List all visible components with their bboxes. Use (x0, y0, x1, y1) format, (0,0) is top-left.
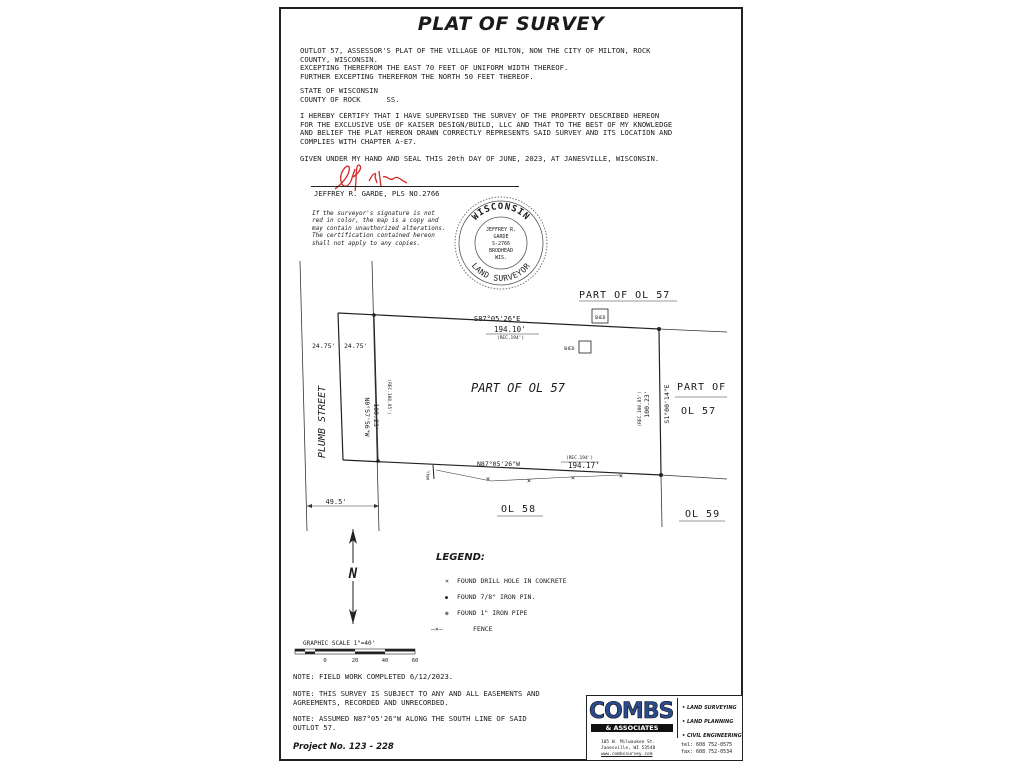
shed-label-1: SHED (594, 316, 606, 321)
company-logo-box (586, 695, 743, 761)
surveyor-name: JEFFREY R. GARDE, PLS NO.2766 (314, 189, 440, 198)
legal-description: OUTLOT 57, ASSESSOR'S PLAT OF THE VILLAGE OF MILTON, NOW THE CITY OF MILTON, ROCK COUNTY, WISCONSIN. EXCEPTING THEREFROM THE EAST 70 FEET OF UNIFORM WIDTH THEREOF. FURTHER EXCEPTING THEREFROM THE NORTH 50 FEET THEREOF. (300, 46, 651, 81)
east-rec: (REC.100.85') (638, 391, 643, 427)
fence-mark: × (526, 477, 532, 485)
shed-label-2: SHED (563, 347, 575, 352)
ol57-right-label: OL 57 (681, 406, 717, 417)
wall-label: WALL (425, 470, 431, 481)
fence-mark: × (570, 474, 576, 482)
note-easements: NOTE: THIS SURVEY IS SUBJECT TO ANY AND ALL EASEMENTS AND AGREEMENTS, RECORDED AND UNRECORDED. (293, 689, 540, 707)
logo-divider (677, 698, 678, 738)
legend (431, 574, 567, 637)
ol58-label: OL 58 (501, 504, 537, 515)
east-bearing: S1°00'14"E (663, 384, 671, 424)
fence-icon: —×— (431, 624, 443, 633)
north-arrow (344, 529, 362, 624)
project-number: Project No. 123 - 228 (293, 742, 394, 752)
legend-item: × FOUND DRILL HOLE IN CONCRETE (445, 574, 567, 590)
legend-item: —×— FENCE (431, 622, 567, 638)
scale-tick: 0 (323, 658, 327, 664)
part-ol57-top-label: PART OF OL 57 (579, 290, 671, 301)
seal-line-5: WIS. (494, 255, 508, 261)
parcel-label: PART OF OL 57 (471, 381, 565, 395)
note-field-work: NOTE: FIELD WORK COMPLETED 6/12/2023. (293, 672, 454, 681)
street-width-right: 24.75' (344, 342, 368, 350)
offset-49: 49.5' (325, 498, 347, 506)
certification: I HEREBY CERTIFY THAT I HAVE SUPERVISED THE SURVEY OF THE PROPERTY DESCRIBED HEREON FOR THE EXCLUSIVE USE OF KAISER DESIGN/BUILD, LLC AND THAT TO THE BEST OF MY KNOWLEDGE AND BELIEF THE PLAT HEREON DRAWN CORRECTLY REPRESENTS SAID SURVEY AND ITS LOCATION AND COMPLIES WITH CHAPTER A-E7. (300, 111, 673, 146)
survey-map (281, 9, 741, 759)
north-arrow-letter: N (348, 566, 358, 582)
iron-pin (372, 313, 376, 317)
west-bearing: N0°57'56"W (363, 397, 371, 437)
fence-mark: × (485, 475, 491, 483)
scale-tick: 40 (381, 658, 389, 664)
seal-line-3: S-2766 (491, 241, 511, 247)
south-rec: (REC.194') (566, 456, 594, 461)
legend-item: ● FOUND 1" IRON PIPE (445, 606, 567, 622)
east-distance: 100.23' (643, 390, 651, 418)
part-of-right-label: PART OF (677, 382, 727, 393)
page-title: PLAT OF SURVEY (417, 13, 605, 35)
note-assumed-bearing: NOTE: ASSUMED N87°05'26"W ALONG THE SOUTH LINE OF SAID OUTLOT 57. (293, 714, 527, 732)
company-logo-sub: & ASSOCIATES (591, 724, 673, 732)
west-distance: 100.23' (372, 403, 380, 431)
shed-south (579, 341, 591, 353)
north-rec: (REC.194') (497, 336, 525, 341)
south-bearing: N87°05'26"W (477, 460, 521, 468)
drill-hole-icon: × (445, 577, 449, 585)
iron-pin (657, 327, 661, 331)
seal-line-2: GARDE (493, 234, 509, 240)
state-county: STATE OF WISCONSIN COUNTY OF ROCK SS. (300, 86, 400, 104)
iron-pin (659, 473, 663, 477)
iron-pipe-icon: ● (445, 610, 449, 617)
south-distance: 194.17' (568, 461, 600, 470)
fence-mark: × (618, 472, 624, 480)
company-phone: tel: 608 752-0575 fax: 608 752-0534 (681, 742, 733, 755)
company-address: 105 W. Milwaukee St. Janesville, WI 53548 www.combssurvey.com (601, 740, 656, 757)
iron-pin (376, 459, 380, 463)
north-distance: 194.10' (494, 325, 526, 334)
seal-top-text: WISCONSIN (470, 202, 532, 223)
seal-line-1: JEFFREY R. (485, 227, 517, 233)
west-rec: (REC.100.85') (386, 379, 391, 415)
north-bearing: S87°05'26"E (474, 315, 521, 323)
given-statement: GIVEN UNDER MY HAND AND SEAL THIS 20th DAY OF JUNE, 2023, AT JANESVILLE, WISCONSIN. (300, 154, 660, 163)
street-width-left: 24.75' (312, 342, 336, 350)
iron-pin-icon: ● (445, 594, 449, 601)
graphic-scale (295, 640, 418, 664)
legend-item: ● FOUND 7/8" IRON PIN. (445, 590, 567, 607)
seal-line-4: BRODHEAD (488, 248, 514, 254)
company-website[interactable]: www.combssurvey.com (601, 752, 653, 757)
scale-tick: 60 (411, 658, 419, 664)
signature-note: If the surveyor's signature is not red in color, the map is a copy and may contain unauthorized alterations. The certification contained hereon shall not apply to any copies. (312, 210, 446, 247)
company-services: • LAND SURVEYING • LAND PLANNING • CIVIL ENGINEERING (682, 705, 742, 739)
plat-sheet (279, 7, 743, 761)
scale-tick: 20 (351, 658, 359, 664)
seal-bottom-text: LAND SURVEYOR (469, 261, 533, 283)
legend-title: LEGEND: (436, 552, 485, 563)
company-logo-main: COMBS (589, 699, 674, 724)
scale-label: GRAPHIC SCALE 1"=40' (303, 640, 376, 647)
ol59-label: OL 59 (685, 509, 721, 520)
street-name: PLUMB STREET (317, 385, 328, 459)
